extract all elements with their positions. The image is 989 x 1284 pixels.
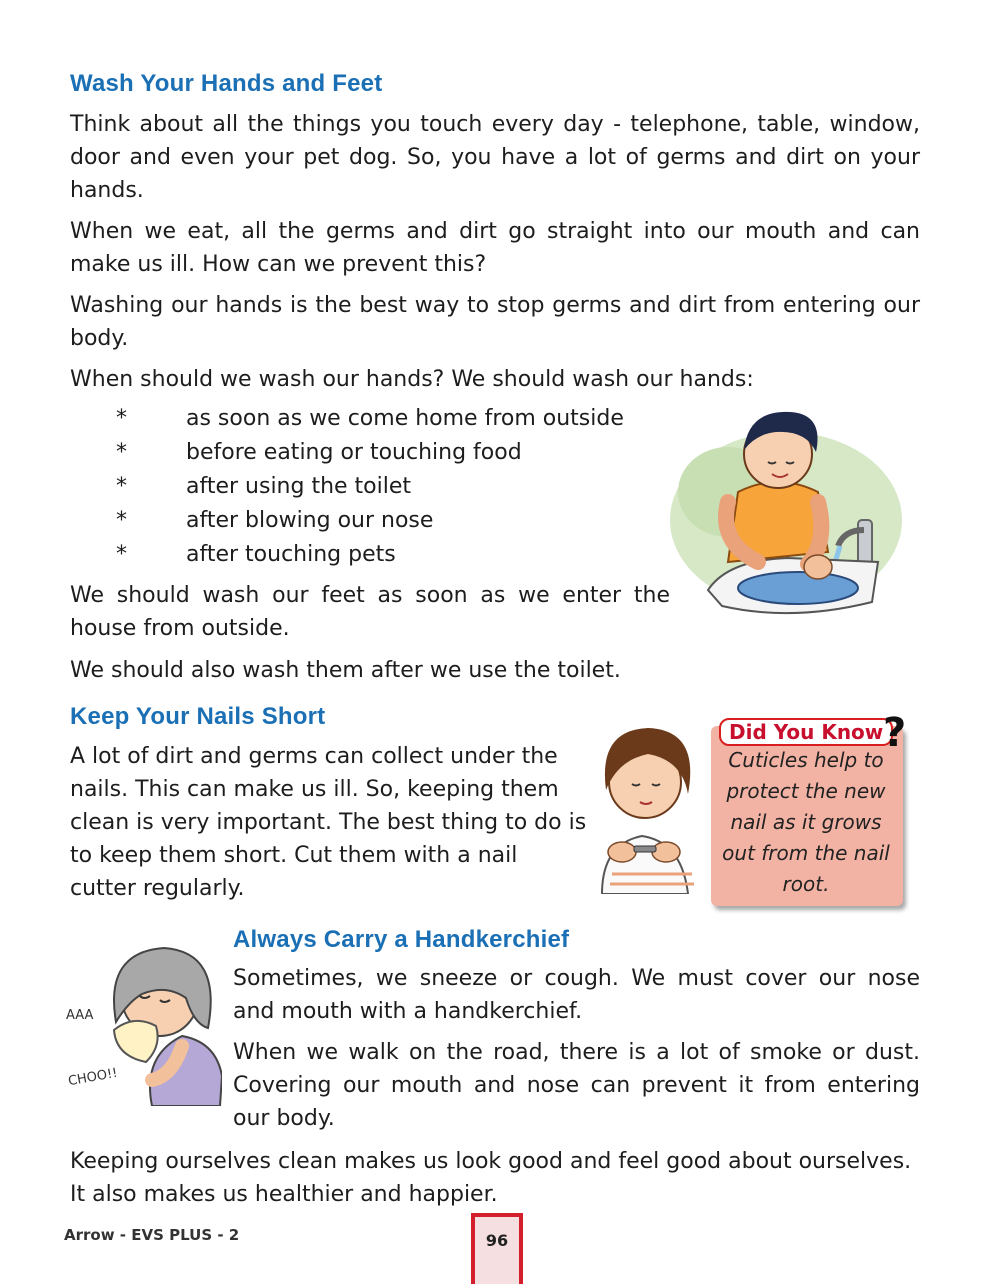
did-you-know-text: Cuticles help to protect the new nail as it grows out from the nail root. xyxy=(722,748,890,896)
question-mark-icon: ? xyxy=(883,710,907,756)
paragraph: Think about all the things you touch every day - telephone, table, window, door and even your pet dog. So, you have a lot of germs and dirt on your hands. xyxy=(70,112,920,203)
list-item: * after blowing our nose xyxy=(116,508,434,533)
sneeze-text-choo: CHOO!! xyxy=(67,1065,119,1090)
list-item: * after touching pets xyxy=(116,542,396,567)
list-item: * as soon as we come home from outside xyxy=(116,406,624,431)
boy-washing-hands-illustration xyxy=(668,402,904,620)
did-you-know-label: Did You Know xyxy=(719,718,893,746)
feet-paragraph-block xyxy=(70,579,670,645)
section-handkerchief-body xyxy=(233,962,920,1135)
section-title-handkerchief: Always Carry a Handkerchief xyxy=(233,926,570,953)
paragraph: Washing our hands is the best way to stop germs and dirt from entering our body. xyxy=(70,293,920,351)
book-title-footer: Arrow - EVS PLUS - 2 xyxy=(64,1226,240,1244)
paragraph: We should wash our feet as soon as we enter the house from outside. xyxy=(70,583,670,641)
section-wash-body xyxy=(70,108,920,398)
closing-block xyxy=(70,1145,920,1211)
list-item: * after using the toilet xyxy=(116,474,412,499)
paragraph: When we walk on the road, there is a lot of smoke or dust. Covering our mouth and nose can prevent it from entering our body. xyxy=(233,1040,920,1131)
closing-paragraph: Keeping ourselves clean makes us look good and feel good about ourselves. It also makes us healthier and happier. xyxy=(70,1149,912,1207)
paragraph: We should also wash them after we use the toilet. xyxy=(70,658,621,683)
toilet-paragraph-block xyxy=(70,654,920,687)
paragraph: When we eat, all the germs and dirt go straight into our mouth and can make us ill. How can we prevent this? xyxy=(70,219,920,277)
section-nails-body xyxy=(70,740,590,905)
wash-times-list xyxy=(116,402,676,572)
paragraph: A lot of dirt and germs can collect under the nails. This can make us ill. So, keeping them clean is very important. The best thing to do is to keep them short. Cut them with a nail cutter regularly. xyxy=(70,744,587,901)
list-item: * before eating or touching food xyxy=(116,440,522,465)
girl-cutting-nails-illustration xyxy=(582,724,708,894)
paragraph: When should we wash our hands? We should wash our hands: xyxy=(70,367,754,392)
sneeze-text-aaa: AAA xyxy=(66,1008,94,1023)
page-number: 96 xyxy=(471,1213,523,1284)
section-title-nails: Keep Your Nails Short xyxy=(70,703,326,730)
paragraph: Sometimes, we sneeze or cough. We must cover our nose and mouth with a handkerchief. xyxy=(233,966,920,1024)
section-title-wash: Wash Your Hands and Feet xyxy=(70,70,383,97)
did-you-know-box xyxy=(711,710,907,906)
